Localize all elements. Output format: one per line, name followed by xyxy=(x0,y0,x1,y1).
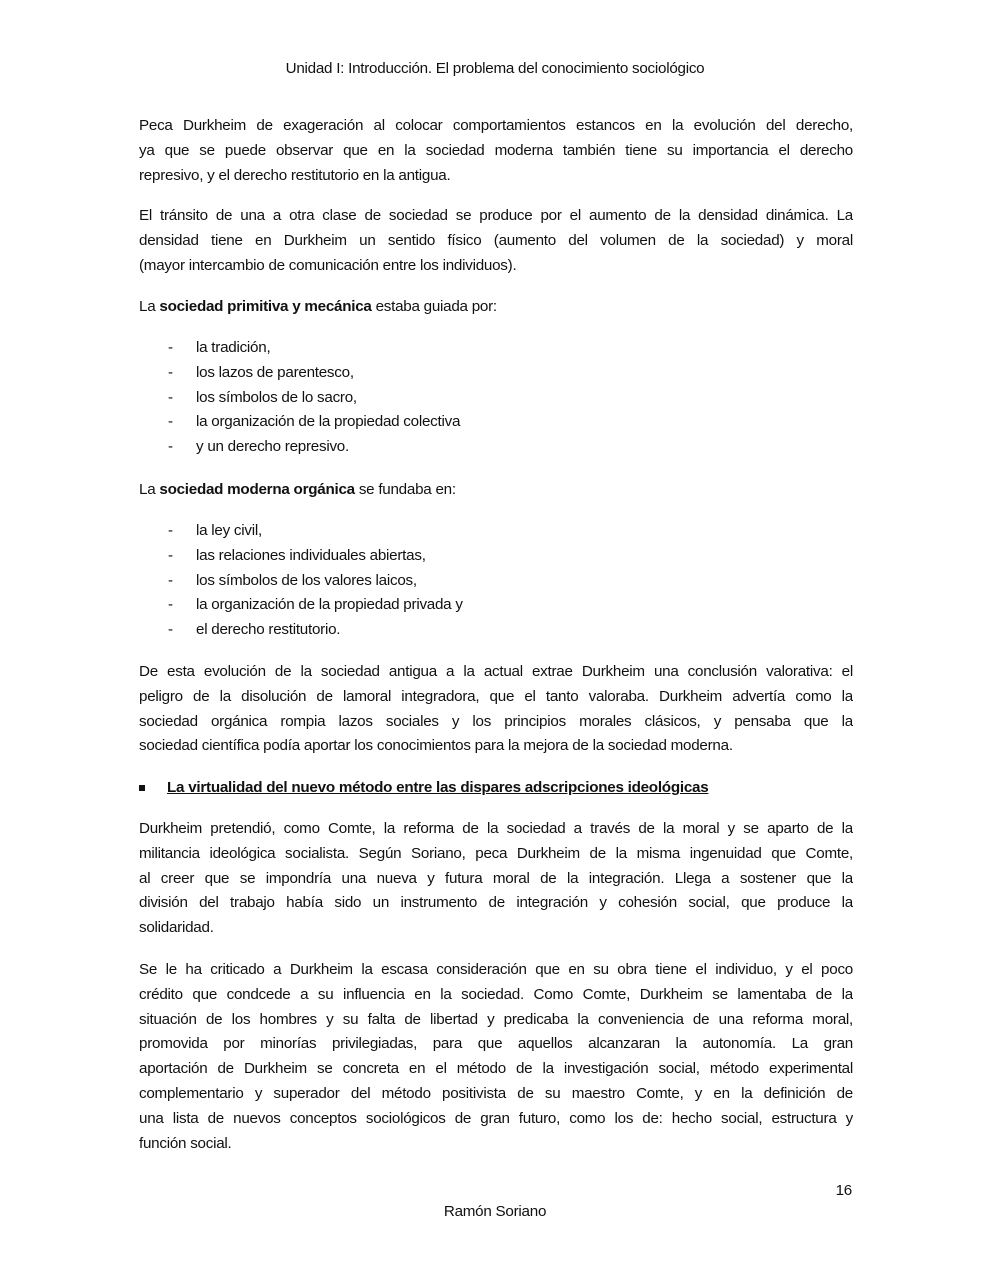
text-line: sociedad orgánica rompia lazos sociales y los principios morales clásicos, y pensaba que la xyxy=(139,712,853,730)
text-line: densidad tiene en Durkheim un sentido físico (aumento del volumen de la sociedad) y moral xyxy=(139,231,853,249)
modern-society-list xyxy=(139,519,853,643)
dash-bullet: - xyxy=(168,413,173,431)
modern-society-intro xyxy=(139,478,853,503)
dash-bullet: - xyxy=(168,571,173,589)
text-line: represivo, y el derecho restitutorio en la antigua. xyxy=(139,166,451,184)
list-item-text: la organización de la propiedad colectiva xyxy=(196,413,461,431)
text-line: Durkheim pretendió, como Comte, la reforma de la sociedad a través de la moral y se aparto de la xyxy=(139,820,853,837)
paragraph xyxy=(139,204,853,278)
dash-bullet: - xyxy=(168,388,173,406)
text-line: (mayor intercambio de comunicación entre los individuos). xyxy=(139,256,517,274)
list-item-text: los símbolos de los valores laicos, xyxy=(196,571,417,589)
running-header: Unidad I: Introducción. El problema del conocimiento sociológico xyxy=(285,60,705,77)
intro-bold: sociedad primitiva y mecánica xyxy=(159,298,372,315)
list-item xyxy=(139,361,853,386)
paragraph xyxy=(139,114,853,188)
list-item-text: la organización de la propiedad privada y xyxy=(196,596,463,614)
list-item xyxy=(139,569,853,594)
intro-bold: sociedad moderna orgánica xyxy=(159,481,355,498)
list-item xyxy=(139,593,853,618)
dash-bullet: - xyxy=(168,546,173,564)
text-line: militancia ideológica socialista. Según Soriano, peca Durkheim de la misma ingenuidad que Comte, xyxy=(139,844,853,862)
text-line: El tránsito de una a otra clase de sociedad se produce por el aumento de la densidad dinámica. La xyxy=(139,207,853,224)
square-bullet-icon xyxy=(139,785,145,791)
intro-text: La xyxy=(139,481,160,498)
section-heading xyxy=(139,776,853,801)
dash-bullet: - xyxy=(168,438,173,456)
primitive-society-list xyxy=(139,336,853,460)
dash-bullet: - xyxy=(168,363,173,381)
list-item xyxy=(139,435,853,460)
list-item xyxy=(139,336,853,361)
list-item-text: el derecho restitutorio. xyxy=(196,621,341,639)
list-item-text: las relaciones individuales abiertas, xyxy=(196,546,426,564)
text-line: peligro de la disolución de lamoral integradora, que el tanto valoraba. Durkheim advertía como la xyxy=(139,687,853,705)
text-line: una lista de nuevos conceptos sociológicos de gran futuro, como los de: hecho social, estructura y xyxy=(139,1109,853,1127)
text-line: aportación de Durkheim se concreta en el método de la investigación social, método experimental xyxy=(139,1060,853,1078)
text-line: solidaridad. xyxy=(139,919,214,937)
list-item-text: la ley civil, xyxy=(196,522,262,539)
text-line: De esta evolución de la sociedad antigua a la actual extrae Durkheim una conclusión valorativa: el xyxy=(139,663,853,680)
list-item xyxy=(139,386,853,411)
intro-text: estaba guiada por: xyxy=(371,298,497,315)
text-line: crédito que condcede a su influencia en la sociedad. Como Comte, Durkheim se lamentaba de la xyxy=(139,985,853,1003)
text-line: Se le ha criticado a Durkheim la escasa consideración que en su obra tiene el individuo, y el poco xyxy=(139,961,853,978)
list-item xyxy=(139,519,853,544)
footer-author: Ramón Soriano xyxy=(443,1203,547,1220)
text-line: situación de los hombres y su falta de libertad y predicaba la conveniencia de una reforma moral, xyxy=(139,1010,853,1028)
list-item-text: los símbolos de lo sacro, xyxy=(196,388,357,406)
text-line: Peca Durkheim de exageración al colocar comportamientos estancos en la evolución del derecho, xyxy=(139,117,853,134)
list-item xyxy=(139,410,853,435)
text-line: división del trabajo había sido un instrumento de integración y cohesión social, que produce la xyxy=(139,894,853,912)
paragraph xyxy=(139,958,853,1156)
dash-bullet: - xyxy=(168,522,173,539)
intro-text: La xyxy=(139,298,160,315)
list-item-text: la tradición, xyxy=(196,339,271,356)
dash-bullet: - xyxy=(168,621,173,639)
list-item-text: y un derecho represivo. xyxy=(196,438,349,456)
dash-bullet: - xyxy=(168,596,173,614)
section-heading-text: La virtualidad del nuevo método entre las dispares adscripciones ideológicas xyxy=(167,779,709,796)
list-item-text: los lazos de parentesco, xyxy=(196,363,354,381)
text-line: ya que se puede observar que en la sociedad moderna también tiene su importancia el derecho xyxy=(139,141,853,159)
text-line: promovida por minorías privilegiadas, para que aquellos alcanzaran la autonomía. La gran xyxy=(139,1035,853,1053)
intro-text: se fundaba en: xyxy=(354,481,456,498)
text-line: sociedad científica podía aportar los conocimientos para la mejora de la sociedad moderna. xyxy=(139,737,733,755)
text-line: complementario y superador del método positivista de su maestro Comte, y en la definición de xyxy=(139,1084,853,1102)
list-item xyxy=(139,544,853,569)
text-line: al creer que se impondría una nueva y futura moral de la integración. Llega a sostener que la xyxy=(139,869,853,887)
page-number: 16 xyxy=(835,1182,852,1199)
paragraph xyxy=(139,817,853,941)
list-item xyxy=(139,618,853,643)
text-line: función social. xyxy=(139,1134,232,1152)
paragraph xyxy=(139,660,853,759)
primitive-society-intro xyxy=(139,295,853,320)
dash-bullet: - xyxy=(168,339,173,356)
